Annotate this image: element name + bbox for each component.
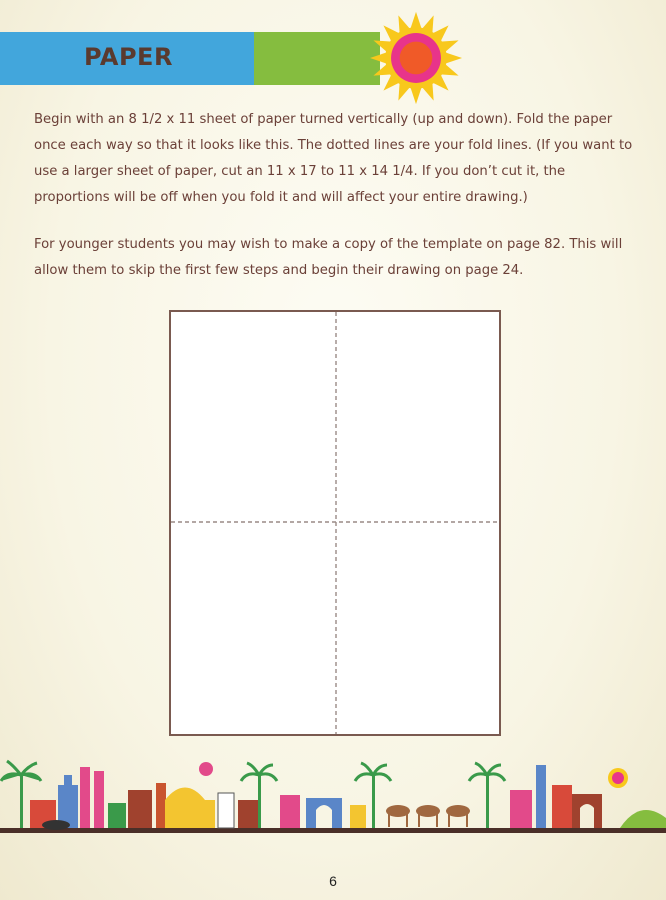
header-band-blue <box>0 32 254 85</box>
paper-sheet <box>170 311 500 735</box>
intro-paragraph: Begin with an 8 1/2 x 11 sheet of paper turned vertically (up and down). Fold the paper once each way so that it looks like this. The dotted lines are your fold lines. (If you want to use a larger sheet of paper, cut an 11 x 17 to 11 x 14 1/4. If you don’t cut it, the proportions will be off when you fold it and will affect your entire drawing.) <box>34 112 633 205</box>
header-band <box>0 32 380 85</box>
template-note-paragraph: For younger students you may wish to make a copy of the template on page 82. This will allow them to skip the first few steps and begin their drawing on page 24. <box>34 237 623 278</box>
page-title: PAPER <box>84 43 173 71</box>
page-number: 6 <box>329 873 337 889</box>
folded-paper-diagram <box>169 310 501 736</box>
city-skyline-illustration <box>0 745 666 840</box>
sun-icon <box>368 10 464 106</box>
header-band-green <box>254 32 380 85</box>
